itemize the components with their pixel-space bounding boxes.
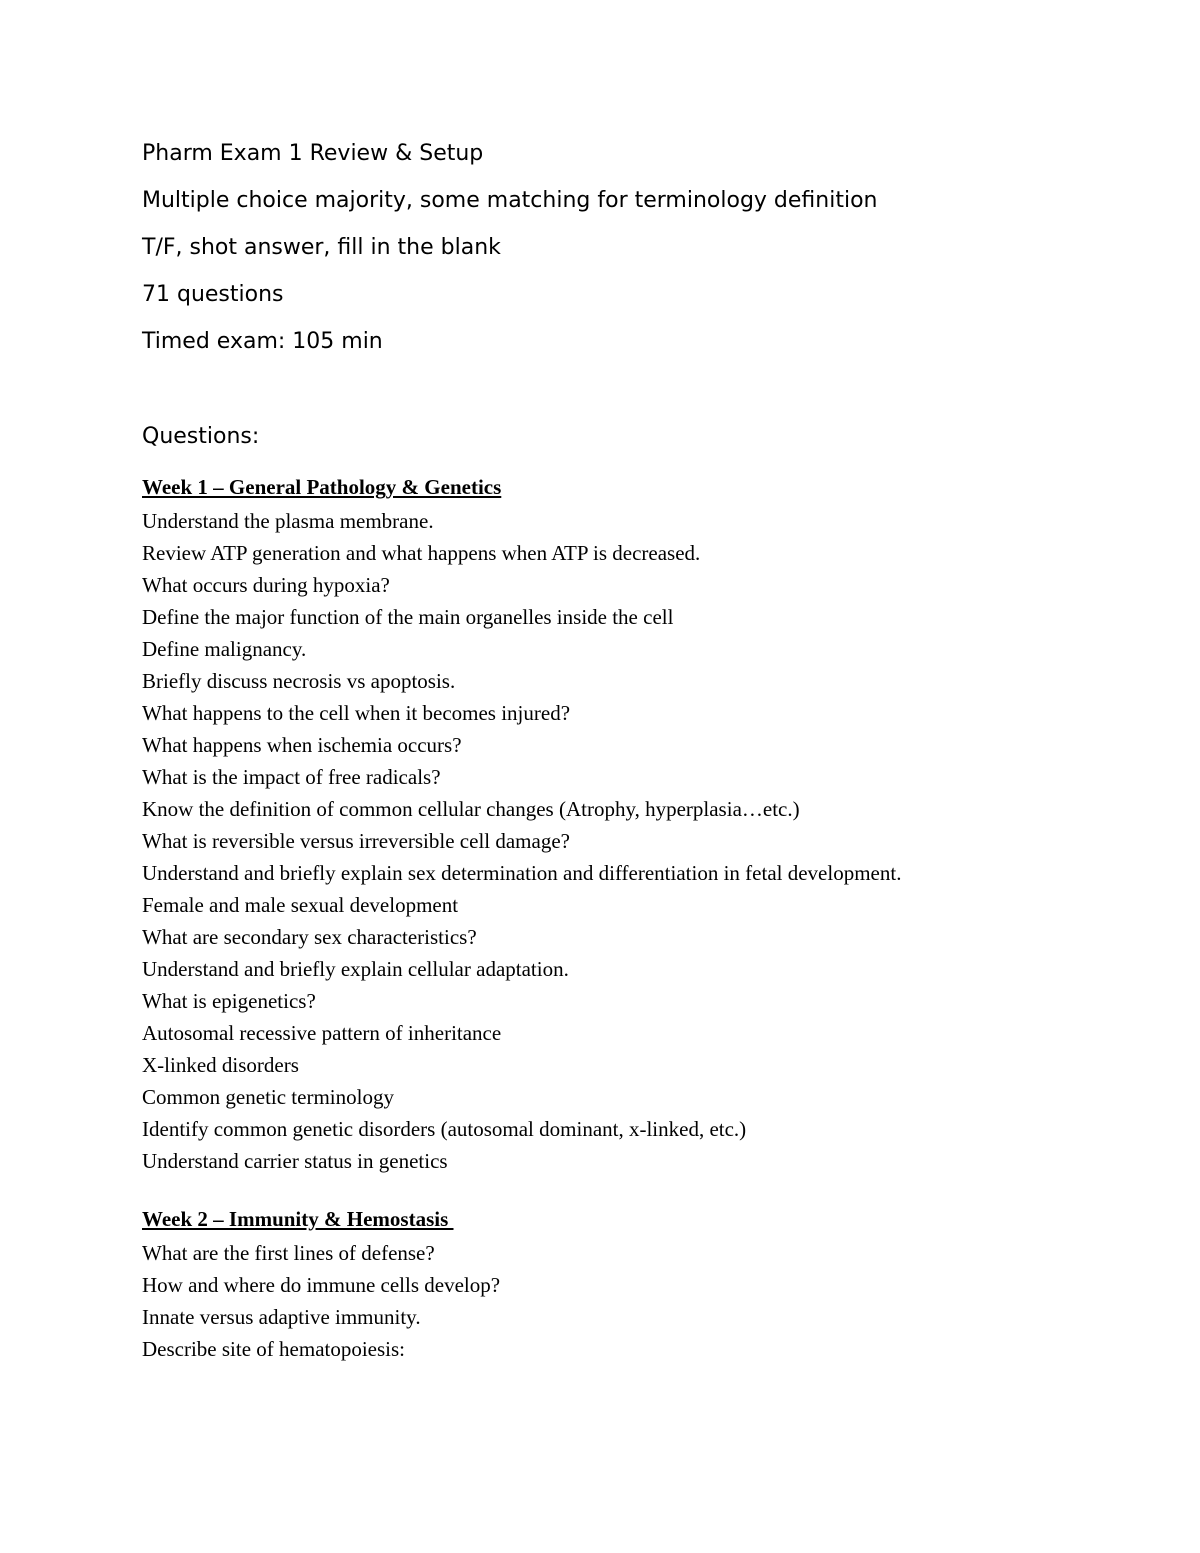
week-1-section (142, 473, 1142, 1177)
list-item: Common genetic terminology (142, 1085, 394, 1109)
list-item: Briefly discuss necrosis vs apoptosis. (142, 669, 456, 693)
questions-heading: Questions: (142, 424, 260, 449)
list-item: Review ATP generation and what happens when ATP is decreased. (142, 541, 701, 565)
list-item: What are the first lines of defense? (142, 1241, 435, 1265)
list-item: Innate versus adaptive immunity. (142, 1305, 421, 1329)
list-item: Identify common genetic disorders (autosomal dominant, x-linked, etc.) (142, 1117, 747, 1141)
list-item: X-linked disorders (142, 1053, 299, 1077)
list-item: Define the major function of the main organelles inside the cell (142, 605, 674, 629)
list-item: What occurs during hypoxia? (142, 573, 390, 597)
list-item: What is the impact of free radicals? (142, 765, 441, 789)
list-item: Understand and briefly explain sex determination and differentiation in fetal development. (142, 861, 902, 885)
list-item: Female and male sexual development (142, 893, 459, 917)
list-item: Understand and briefly explain cellular adaptation. (142, 957, 569, 981)
question-count: 71 questions (142, 282, 284, 307)
list-item: How and where do immune cells develop? (142, 1273, 501, 1297)
list-item: Know the definition of common cellular changes (Atrophy, hyperplasia…etc.) (142, 797, 800, 821)
exam-format-line: T/F, shot answer, fill in the blank (142, 235, 501, 260)
list-item: Understand carrier status in genetics (142, 1149, 448, 1173)
list-item: Describe site of hematopoiesis: (142, 1337, 406, 1361)
document-title: Pharm Exam 1 Review & Setup (142, 141, 484, 166)
list-item: What happens when ischemia occurs? (142, 733, 462, 757)
list-item: What is epigenetics? (142, 989, 316, 1013)
exam-overview (142, 139, 1142, 374)
list-item: What happens to the cell when it becomes injured? (142, 701, 571, 725)
week-2-heading: Week 2 – Immunity & Hemostasis (142, 1207, 454, 1231)
list-item: Autosomal recessive pattern of inheritance (142, 1021, 502, 1045)
exam-duration: Timed exam: 105 min (142, 329, 383, 354)
week-2-section (142, 1205, 1142, 1365)
list-item: What are secondary sex characteristics? (142, 925, 477, 949)
list-item: Define malignancy. (142, 637, 307, 661)
exam-format-line: Multiple choice majority, some matching for terminology definition (142, 188, 878, 213)
list-item: Understand the plasma membrane. (142, 509, 434, 533)
week-1-heading: Week 1 – General Pathology & Genetics (142, 475, 502, 499)
list-item: What is reversible versus irreversible cell damage? (142, 829, 570, 853)
